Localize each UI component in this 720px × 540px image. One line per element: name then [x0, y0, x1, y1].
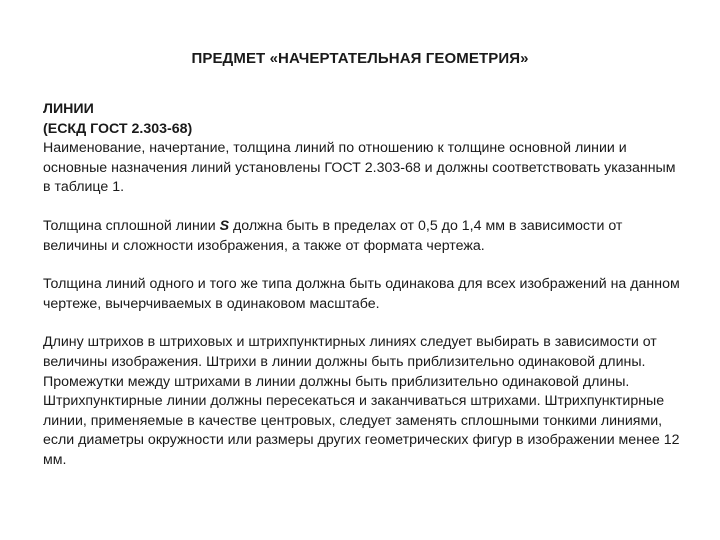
paragraph-line-thickness	[43, 217, 683, 256]
paragraph-spacer	[43, 314, 683, 333]
standard-reference: (ЕСКД ГОСТ 2.303-68)	[43, 120, 193, 137]
slide-content	[43, 100, 683, 471]
slide-title: ПРЕДМЕТ «НАЧЕРТАТЕЛЬНАЯ ГЕОМЕТРИЯ»	[191, 50, 529, 67]
paragraph-spacer	[43, 198, 683, 217]
paragraph-same-type: Толщина линий одного и того же типа должна быть одинакова для всех изображений на данном чертеже, вычерчиваемых в одинаковом масштабе.	[43, 276, 680, 312]
paragraph-dash-length: Длину штрихов в штриховых и штрихпунктирных линиях следует выбирать в зависимости от величины изображения. Штрихи в линии должны быть приблизительно одинаковой длины. Промежутки между штрихами в линии должны быть приблизительно одинаковой длины. Штрихпунктирные линии должны пересекаться и заканчиваться штрихами. Штрихпунктирные линии, применяемые в качестве центровых, следует заменять сплошными тонкими линиями, если диаметры окружности или размеры других геометрических фигур в изображении менее 12 мм.	[43, 334, 680, 468]
paragraph-line-thickness-rest: должна быть в пределах от 0,5 до 1,4 мм в зависимости от величины и сложности изображения, а также от формата чертежа.	[43, 217, 623, 254]
paragraph-line-thickness-lead: Толщина сплошной линии	[43, 217, 220, 234]
paragraph-line-names: Наименование, начертание, толщина линий по отношению к толщине основной линии и основные назначения линий установлены ГОСТ 2.303-68 и должны соответствовать указанным в таблице 1.	[43, 140, 676, 196]
paragraph-spacer	[43, 256, 683, 275]
section-heading: ЛИНИИ	[43, 101, 94, 117]
thickness-symbol: S	[219, 217, 230, 234]
